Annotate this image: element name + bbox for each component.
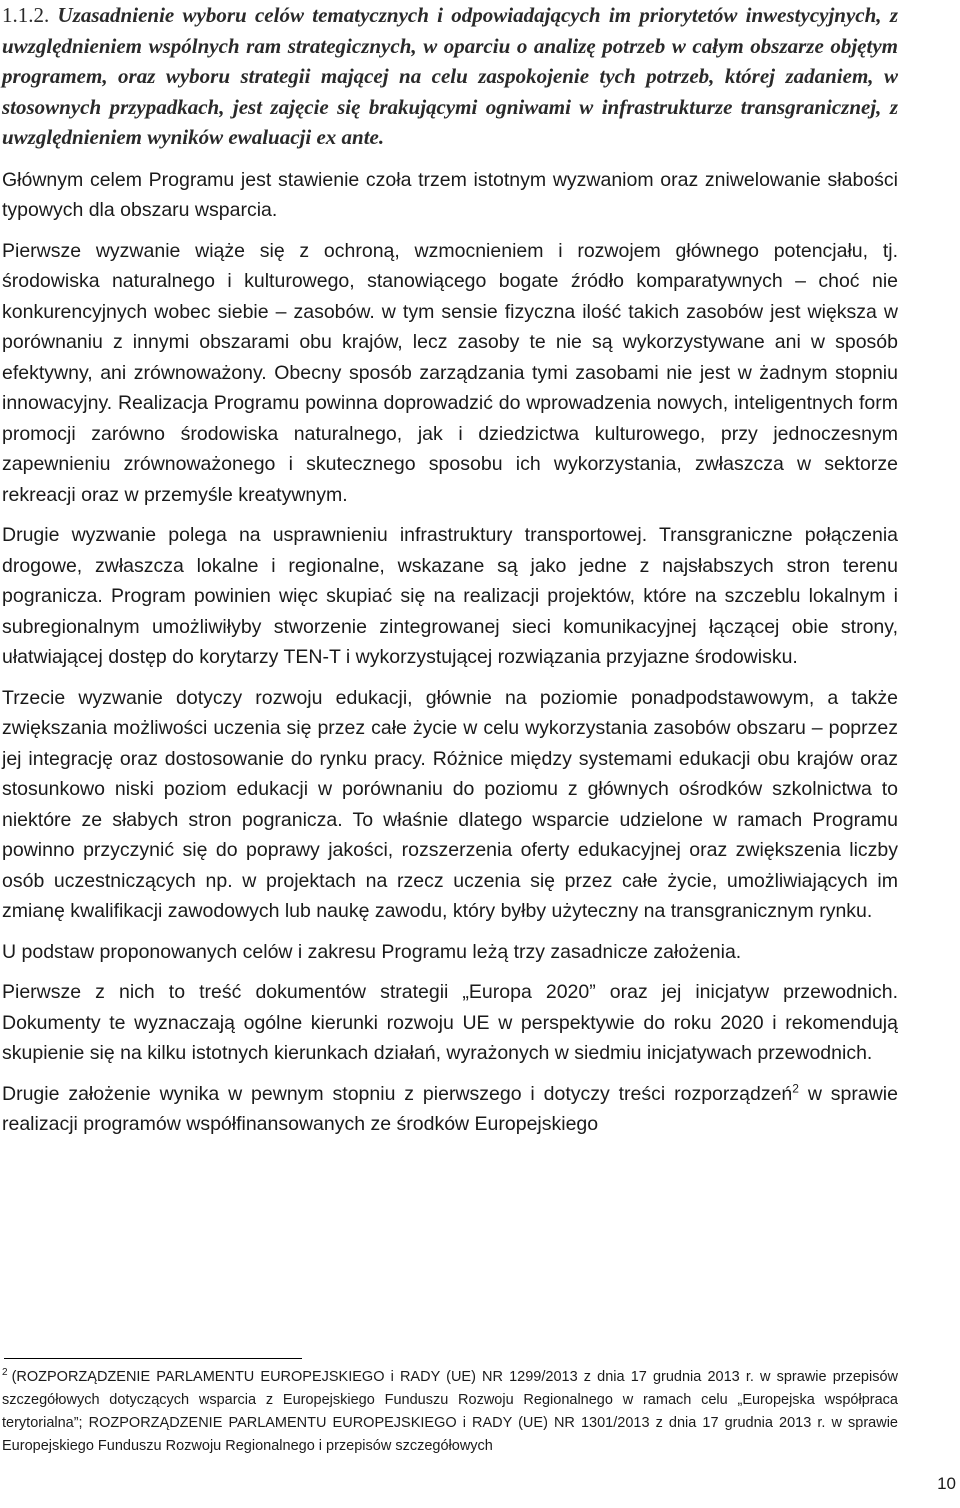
paragraph-first-challenge: Pierwsze wyzwanie wiąże się z ochroną, wzmocnieniem i rozwojem głównego potencjału, tj. środowiska naturalnego i kulturowego, stanowiącego bogate źródło komparatywnych – choć nie konkurencyjnych wobec siebie – zasobów. w tym sensie fizyczna ilość takich zasobów jest większa w porównaniu z innymi obszarami obu krajów, lecz zasoby te nie są wykorzystywane ani w sposób efektywny, ani zrównoważony. Obecny sposób zarządzania tymi zasobami nie jest w żadnym stopniu innowacyjny. Realizacja Programu powinna doprowadzić do wprowadzenia nowych, inteligentnych form promocji zarówno środowiska naturalnego, jak i dziedzictwa kulturowego, przy jednoczesnym zapewnieniu zrównoważonego i skutecznego sposobu ich wykorzystania, zwłaszcza w sektorze rekreacji oraz w przemyśle kreatywnym. — [2, 239, 898, 506]
footnote-text: (ROZPORZĄDZENIE PARLAMENTU EUROPEJSKIEGO i RADY (UE) NR 1299/2013 z dnia 17 grudnia 2013 r. w sprawie przepisów szczegółowych dotyczących wsparcia z Europejskiego Funduszu Rozwoju Regionalnego w ramach celu „Europejska współpraca terytorialna”; ROZPORZĄDZENIE PARLAMENTU EUROPEJSKIEGO i RADY (UE) NR 1301/2013 z dnia 17 grudnia 2013 r. w sprawie Europejskiego Funduszu Rozwoju Regionalnego i przepisów szczegółowych — [2, 1369, 898, 1454]
footnote-number: 2 — [2, 1367, 8, 1379]
paragraph-second-assumption — [2, 1079, 898, 1140]
footnote-separator — [4, 1358, 302, 1359]
paragraph-main-goal: Głównym celem Programu jest stawienie czoła trzem istotnym wyzwaniom oraz zniwelowanie słabości typowych dla obszaru wsparcia. — [2, 168, 898, 221]
paragraph-first-assumption: Pierwsze z nich to treść dokumentów strategii „Europa 2020” oraz jej inicjatyw przewodnich. Dokumenty te wyznaczają ogólne kierunki rozwoju UE w perspektywie do roku 2020 i rekomendują skupienie się na kilku istotnych kierunkach działań, wyrażonych w siedmiu inicjatywach przewodnich. — [2, 981, 898, 1064]
document-body — [2, 0, 898, 1150]
second-assumption-continuation: w sprawie realizacji programów współfinansowanych ze środków Europejskiego — [2, 1082, 898, 1135]
paragraph-third-challenge: Trzecie wyzwanie dotyczy rozwoju edukacji, głównie na poziomie ponadpodstawowym, a także zwiększania możliwości uczenia się przez całe życie w celu wykorzystania zasobów obszaru – poprzez jej integrację oraz dostosowanie do rynku pracy. Różnice między systemami edukacji obu krajów oraz stosunkowo niski poziom edukacji w porównaniu do poziomu z głównych ośrodków szkolnictwa to niektóre ze słabych stron pogranicza. To właśnie dlatego wsparcie udzielone w ramach Programu powinno przyczynić się do poprawy jakości, rozszerzenia oferty edukacyjnej oraz zwiększenia liczby osób uczestniczących np. w projektach na rzecz uczenia się przez całe życie, umożliwiających im zmianę kwalifikacji zawodowych lub naukę zawodu, który byłby użyteczny na transgranicznym rynku. — [2, 686, 898, 922]
footnote-reference[interactable]: 2 — [792, 1081, 799, 1095]
section-number: 1.1.2. — [2, 3, 50, 27]
page-number: 10 — [937, 1474, 956, 1493]
paragraph-second-challenge: Drugie wyzwanie polega na usprawnieniu infrastruktury transportowej. Transgraniczne połączenia drogowe, zwłaszcza lokalne i regionalne, wskazane są jako jedne z najsłabszych stron terenu pogranicza. Program powinien więc skupiać się na realizacji projektów, które na szczeblu lokalnym i subregionalnym umożliwiłyby stworzenie zintegrowanej sieci komunikacyjnej łączącej obie strony, ułatwiającej dostęp do korytarzy TEN-T i wykorzystującej rozwiązania przyjazne środowisku. — [2, 524, 898, 668]
section-heading — [2, 0, 898, 153]
section-heading-text: Uzasadnienie wyboru celów tematycznych i odpowiadających im priorytetów inwestycyjnych, z uwzględnieniem wspólnych ram strategicznych, w oparciu o analizę potrzeb w całym obszarze objętym programem, oraz wyboru strategii mającej na celu zaspokojenie tych potrzeb, której zadaniem, w stosownych przypadkach, jest zajęcie się brakującymi ogniwami w infrastrukturze transgranicznej, z uwzględnieniem wyników ewaluacji ex ante. — [2, 3, 898, 149]
footnote — [2, 1366, 898, 1458]
second-assumption-text: Drugie założenie wynika w pewnym stopniu z pierwszego i dotyczy treści rozporządzeń — [2, 1082, 793, 1105]
paragraph-assumptions-intro: U podstaw proponowanych celów i zakresu Programu leżą trzy zasadnicze założenia. — [2, 940, 742, 963]
